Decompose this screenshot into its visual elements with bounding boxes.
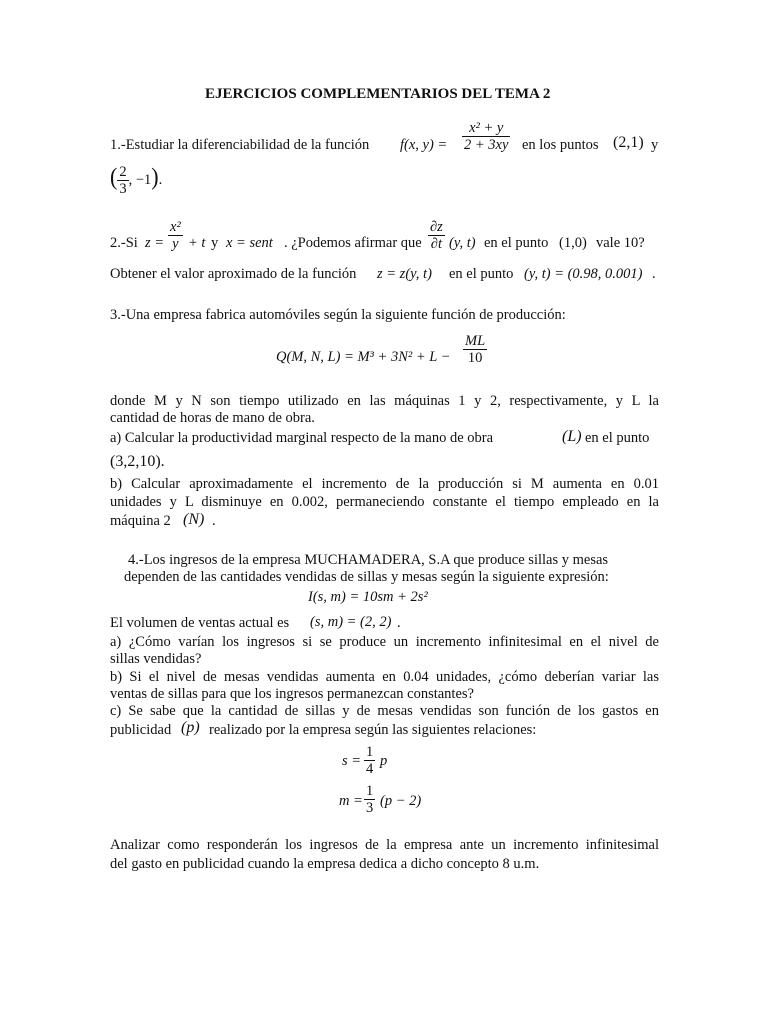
ex2-partial-arg: (y, t) <box>449 235 476 251</box>
ex4-volume-text: El volumen de ventas actual es <box>110 615 290 631</box>
ex4-intro-line2: dependen de las cantidades vendidas de sillas y mesas según la siguiente expresión: <box>124 569 609 585</box>
ex1-function-lhs: f(x, y) = <box>400 137 448 153</box>
ex2-line2-text: Obtener el valor aproximado de la función <box>110 266 357 282</box>
ex1-and: y <box>651 137 659 153</box>
ex1-point1: (2,1) <box>613 134 644 151</box>
ex4-final-line1: Analizar como responderán los ingresos de la empresa ante un incremento infinitesimal <box>110 837 659 853</box>
ex2-partial-denominator: ∂t <box>430 236 442 252</box>
ex2-prefix: 2.-Si <box>110 235 138 251</box>
ex2-partial-numerator: ∂z <box>430 219 443 235</box>
ex1-point2-rest: , −1 <box>128 171 152 188</box>
ex2-and: y <box>211 235 219 251</box>
ex3-formula-fraction <box>463 333 487 366</box>
ex4-s-numerator: 1 <box>366 744 374 760</box>
ex1-text: 1.-Estudiar la diferenciabilidad de la función <box>110 137 370 153</box>
ex4-part-a-line1: a) ¿Cómo varían los ingresos si se produce un incremento infinitesimal en el nivel de <box>110 634 659 650</box>
ex3-part-a-point: (3,2,10). <box>110 453 165 470</box>
ex1-function-fraction <box>462 120 510 153</box>
ex4-part-c-rest: realizado por la empresa según las siguientes relaciones: <box>209 722 537 738</box>
ex4-part-c-line1: c) Se sabe que la cantidad de sillas y de mesas vendidas son función de los gastos en <box>110 703 659 719</box>
ex3-part-b-end: . <box>212 513 216 529</box>
ex4-s-denominator: 4 <box>366 761 374 777</box>
ex1-points-text: en los puntos <box>522 137 599 153</box>
ex2-point: (1,0) <box>559 235 587 251</box>
ex3-part-b-var: (N) <box>183 511 205 528</box>
ex2-question: . ¿Podemos afirmar que <box>284 235 422 251</box>
ex3-part-b-line3: máquina 2 <box>110 513 171 529</box>
ex2-line2-point: (y, t) = (0.98, 0.001) <box>524 266 643 282</box>
ex2-z-lhs: z = <box>145 235 165 251</box>
ex1-fraction-denominator: 2 + 3xy <box>464 137 509 153</box>
ex3-description-line1: donde M y N son tiempo utilizado en las máquinas 1 y 2, respectivamente, y L la <box>110 393 659 409</box>
ex4-m-numerator: 1 <box>366 783 374 799</box>
ex1-fraction-numerator: x² + y <box>462 120 510 137</box>
ex2-line2-at: en el punto <box>449 266 514 282</box>
ex4-m-fraction <box>364 783 375 816</box>
ex3-formula-lhs: Q(M, N, L) = M³ + 3N² + L − <box>276 349 451 365</box>
ex2-line2-end: . <box>652 266 656 282</box>
ex3-point-value: (3,2,10) <box>110 453 161 470</box>
ex4-s-rhs: p <box>380 753 388 769</box>
ex1-point2: ( $\frac{2}{3}$ , −1). <box>110 162 163 197</box>
ex4-s-lhs: s = <box>342 753 362 769</box>
ex3-part-a: a) Calcular la productividad marginal respecto de la mano de obra <box>110 430 494 446</box>
ex3-intro: 3.-Una empresa fabrica automóviles según la siguiente función de producción: <box>110 307 566 323</box>
ex4-final-line2: del gasto en publicidad cuando la empresa dedica a dicho concepto 8 u.m. <box>110 856 540 872</box>
ex1-point2-denominator: 3 <box>119 181 127 197</box>
ex4-m-denominator: 3 <box>366 800 374 816</box>
ex3-part-a-var: (L) <box>562 428 582 445</box>
ex4-part-a-line2: sillas vendidas? <box>110 651 202 667</box>
ex2-partial-fraction <box>428 219 445 252</box>
ex4-m-lhs: m = <box>339 793 363 809</box>
ex4-volume-end: . <box>397 615 401 631</box>
ex3-formula-denominator: 10 <box>467 350 483 366</box>
ex4-formula: I(s, m) = 10sm + 2s² <box>308 589 428 605</box>
ex1-point2-numerator: 2 <box>119 164 127 180</box>
ex2-z-fraction <box>168 219 183 252</box>
ex4-part-c-var: (p) <box>181 719 200 736</box>
ex3-description-line2: cantidad de horas de mano de obra. <box>110 410 315 426</box>
ex3-part-b-line1: b) Calcular aproximadamente el incremento de la producción si M aumenta en 0.01 <box>110 476 659 492</box>
ex3-part-b-line2: unidades y L disminuye en 0.002, permaneciendo constante el tiempo empleado en la <box>110 494 659 510</box>
ex2-at-point: en el punto <box>484 235 549 251</box>
ex4-part-b-line1: b) Si el nivel de mesas vendidas aumenta en 0.04 unidades, ¿cómo deberían variar las <box>110 669 659 685</box>
ex4-part-b-line2: ventas de sillas para que los ingresos permanezcan constantes? <box>110 686 474 702</box>
ex4-m-rhs: (p − 2) <box>380 793 422 809</box>
ex2-line2-function: z = z(y, t) <box>377 266 432 282</box>
ex2-z-numerator: x² <box>170 219 181 235</box>
ex3-formula-numerator: ML <box>465 333 486 349</box>
ex4-intro-line1: 4.-Los ingresos de la empresa MUCHAMADERA, S.A que produce sillas y mesas <box>128 552 609 568</box>
ex2-z-denominator: y <box>172 236 179 252</box>
ex4-volume-value: (s, m) = (2, 2) <box>310 614 392 630</box>
ex3-part-a-point-text: en el punto <box>585 430 650 446</box>
ex4-s-fraction <box>364 744 375 777</box>
ex2-z-rest: + t <box>188 235 206 251</box>
ex4-part-c-text: publicidad <box>110 722 172 738</box>
ex2-vale: vale 10? <box>596 235 645 251</box>
page-title: EJERCICIOS COMPLEMENTARIOS DEL TEMA 2 <box>205 86 551 102</box>
ex2-x-eq: x = sent <box>226 235 273 251</box>
